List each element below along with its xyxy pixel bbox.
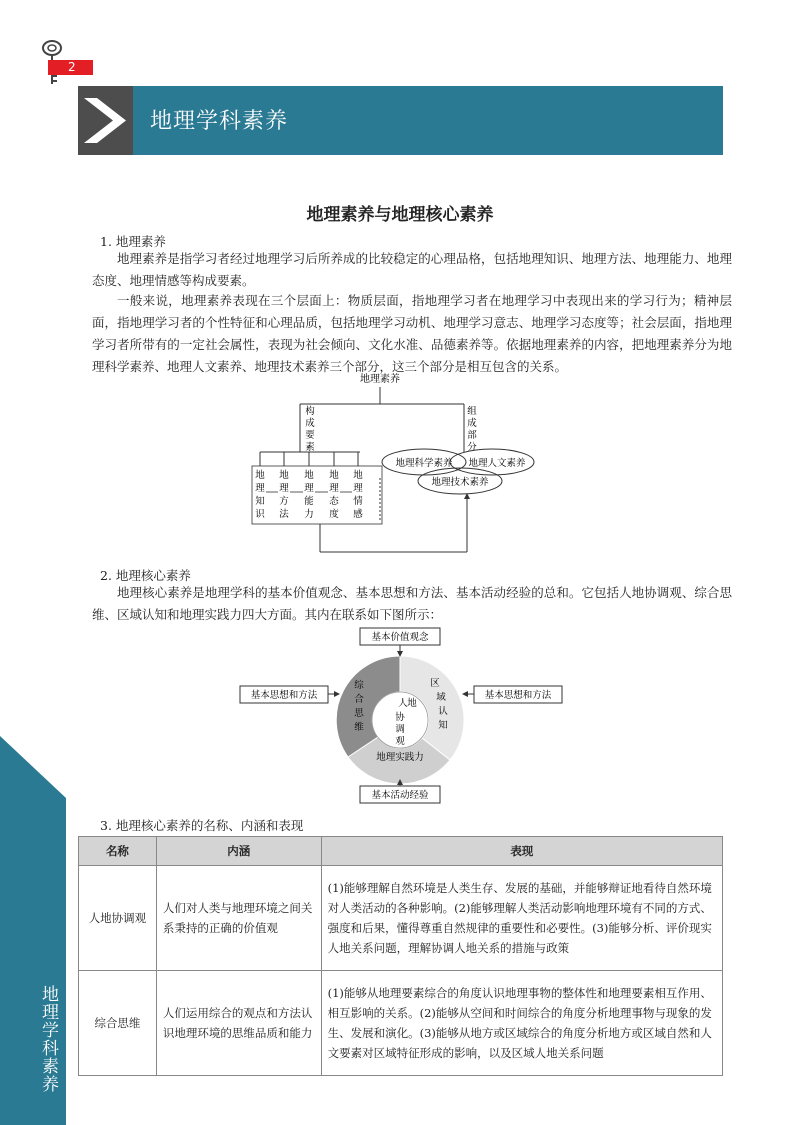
svg-text:合: 合 <box>354 694 364 705</box>
table-header-row <box>79 837 723 866</box>
svg-text:力: 力 <box>304 509 314 520</box>
svg-text:理: 理 <box>304 483 314 494</box>
svg-text:思: 思 <box>354 708 364 719</box>
ellipse-science: 地理科学素养 <box>395 458 453 469</box>
diagram1-top: 地理素养 <box>360 374 400 385</box>
svg-text:域: 域 <box>436 692 446 703</box>
svg-text:区: 区 <box>430 678 440 689</box>
table-cell-performance: (1)能够理解自然环境是人类生存、发展的基础，并能够辩证地看待自然环境对人类活动的各种影响。(2)能够理解人类活动影响地理环境有不同的方式、强度和后果，懂得尊重自然规律的重要性和必要性。(3)能够分析、评价现实人地关系问题，理解协调人地关系的措施与政策 <box>321 866 722 971</box>
svg-text:地: 地 <box>329 470 339 481</box>
table-cell-name: 人地协调观 <box>79 866 157 971</box>
ellipse-humanities: 地理人文素养 <box>468 458 526 469</box>
ellipse-technology: 地理技术素养 <box>431 477 489 488</box>
table-cell-performance: (1)能够从地理要素综合的角度认识地理事物的整体性和地理要素相互作用、相互影响的关系。(2)能够从空间和时间综合的角度分析地理事物与现象的发生、发展和演化。(3)能够从地方或区域综合的角度分析地方或区域自然和人文要素对区域特征形成的影响，以及区域人地关系问题 <box>321 971 722 1076</box>
svg-text:情: 情 <box>353 496 363 507</box>
donut-seg-bottom: 地理实践力 <box>376 752 424 763</box>
svg-text:理: 理 <box>353 483 363 494</box>
svg-text:构: 构 <box>305 406 315 417</box>
svg-text:素: 素 <box>305 442 315 453</box>
svg-text:要: 要 <box>305 430 315 441</box>
chevron-right-icon <box>78 86 133 155</box>
svg-text:维: 维 <box>354 722 364 733</box>
svg-text:调: 调 <box>395 724 405 735</box>
svg-text:协: 协 <box>395 712 405 723</box>
svg-text:成: 成 <box>305 418 315 429</box>
section-title: 地理学科素养 <box>150 109 289 134</box>
section1-heading: 1. 地理素养 <box>100 234 166 249</box>
svg-text:组: 组 <box>467 406 477 417</box>
svg-text:态: 态 <box>329 496 339 507</box>
svg-text:理: 理 <box>279 483 289 494</box>
banner-chevron-block <box>78 86 133 155</box>
table-row <box>79 866 723 971</box>
table-header-name: 名称 <box>79 837 157 866</box>
section3-heading: 3. 地理核心素养的名称、内涵和表现 <box>100 818 304 833</box>
table-header-performance: 表现 <box>321 837 722 866</box>
svg-text:地: 地 <box>407 698 417 709</box>
svg-text:成: 成 <box>467 418 477 429</box>
svg-text:人: 人 <box>398 698 408 709</box>
box-top: 基本价值观念 <box>371 632 429 643</box>
table-cell-meaning: 人们运用综合的观点和方法认识地理环境的思维品质和能力 <box>156 971 321 1076</box>
section1-paragraph-1: 地理素养是指学习者经过地理学习后所养成的比较稳定的心理品格，包括地理知识、地理方法、地理能力、地理态度、地理情感等构成要素。 <box>92 251 732 288</box>
table-cell-name: 综合思维 <box>79 971 157 1076</box>
box-left: 基本思想和方法 <box>250 690 318 701</box>
svg-text:地: 地 <box>255 470 265 481</box>
svg-text:方: 方 <box>279 496 289 507</box>
table-header-meaning: 内涵 <box>156 837 321 866</box>
side-label: 地理学科素养 <box>38 985 58 1093</box>
literacy-diagram <box>240 368 560 563</box>
diagram1-elements <box>255 469 363 520</box>
table-row <box>79 971 723 1076</box>
page-number: 2 <box>48 60 93 75</box>
svg-text:地: 地 <box>279 470 289 481</box>
table-cell-meaning: 人们对人类与地理环境之间关系秉持的正确的价值观 <box>156 866 321 971</box>
svg-text:综: 综 <box>354 680 364 691</box>
section2-paragraph-1: 地理核心素养是地理学科的基本价值观念、基本思想和方法、基本活动经验的总和。它包括人地协调观、综合思维、区域认知和地理实践力四大方面。其内在联系如下图所示： <box>92 585 732 622</box>
svg-text:理: 理 <box>255 483 265 494</box>
diagram1-left-label <box>305 405 315 453</box>
box-right: 基本思想和方法 <box>484 690 552 701</box>
svg-text:知: 知 <box>255 496 265 507</box>
core-literacy-table <box>78 836 723 1076</box>
svg-text:法: 法 <box>279 509 289 520</box>
svg-text:地: 地 <box>304 470 314 481</box>
svg-text:分: 分 <box>467 442 477 453</box>
page-title: 地理素养与地理核心素养 <box>306 205 494 225</box>
diagram1-right-label <box>467 406 477 453</box>
svg-text:感: 感 <box>353 509 363 520</box>
svg-text:度: 度 <box>329 509 339 520</box>
svg-text:部: 部 <box>467 430 477 441</box>
svg-text:能: 能 <box>304 496 314 507</box>
box-bottom: 基本活动经验 <box>371 790 429 801</box>
section1-paragraph-2: 一般来说，地理素养表现在三个层面上：物质层面，指地理学习者在地理学习中表现出来的学习行为；精神层面，指地理学习者的个性特征和心理品质，包括地理学习动机、地理学习意志、地理学习态度等；社会层面，指地理学习者所带有的一定社会属性，表现为社会倾向、文化水准、品德素养等。依据地理素养的内容，把地理素养分为地理科学素养、地理人文素养、地理技术素养三个部分，这三个部分是相互包含的关系。 <box>92 293 732 374</box>
svg-text:理: 理 <box>329 483 339 494</box>
svg-text:认: 认 <box>438 706 448 717</box>
svg-text:地: 地 <box>353 470 363 481</box>
core-literacy-diagram <box>235 622 565 807</box>
svg-text:识: 识 <box>255 509 265 520</box>
svg-text:观: 观 <box>395 736 405 747</box>
section2-heading: 2. 地理核心素养 <box>100 568 191 583</box>
svg-text:知: 知 <box>438 720 448 731</box>
